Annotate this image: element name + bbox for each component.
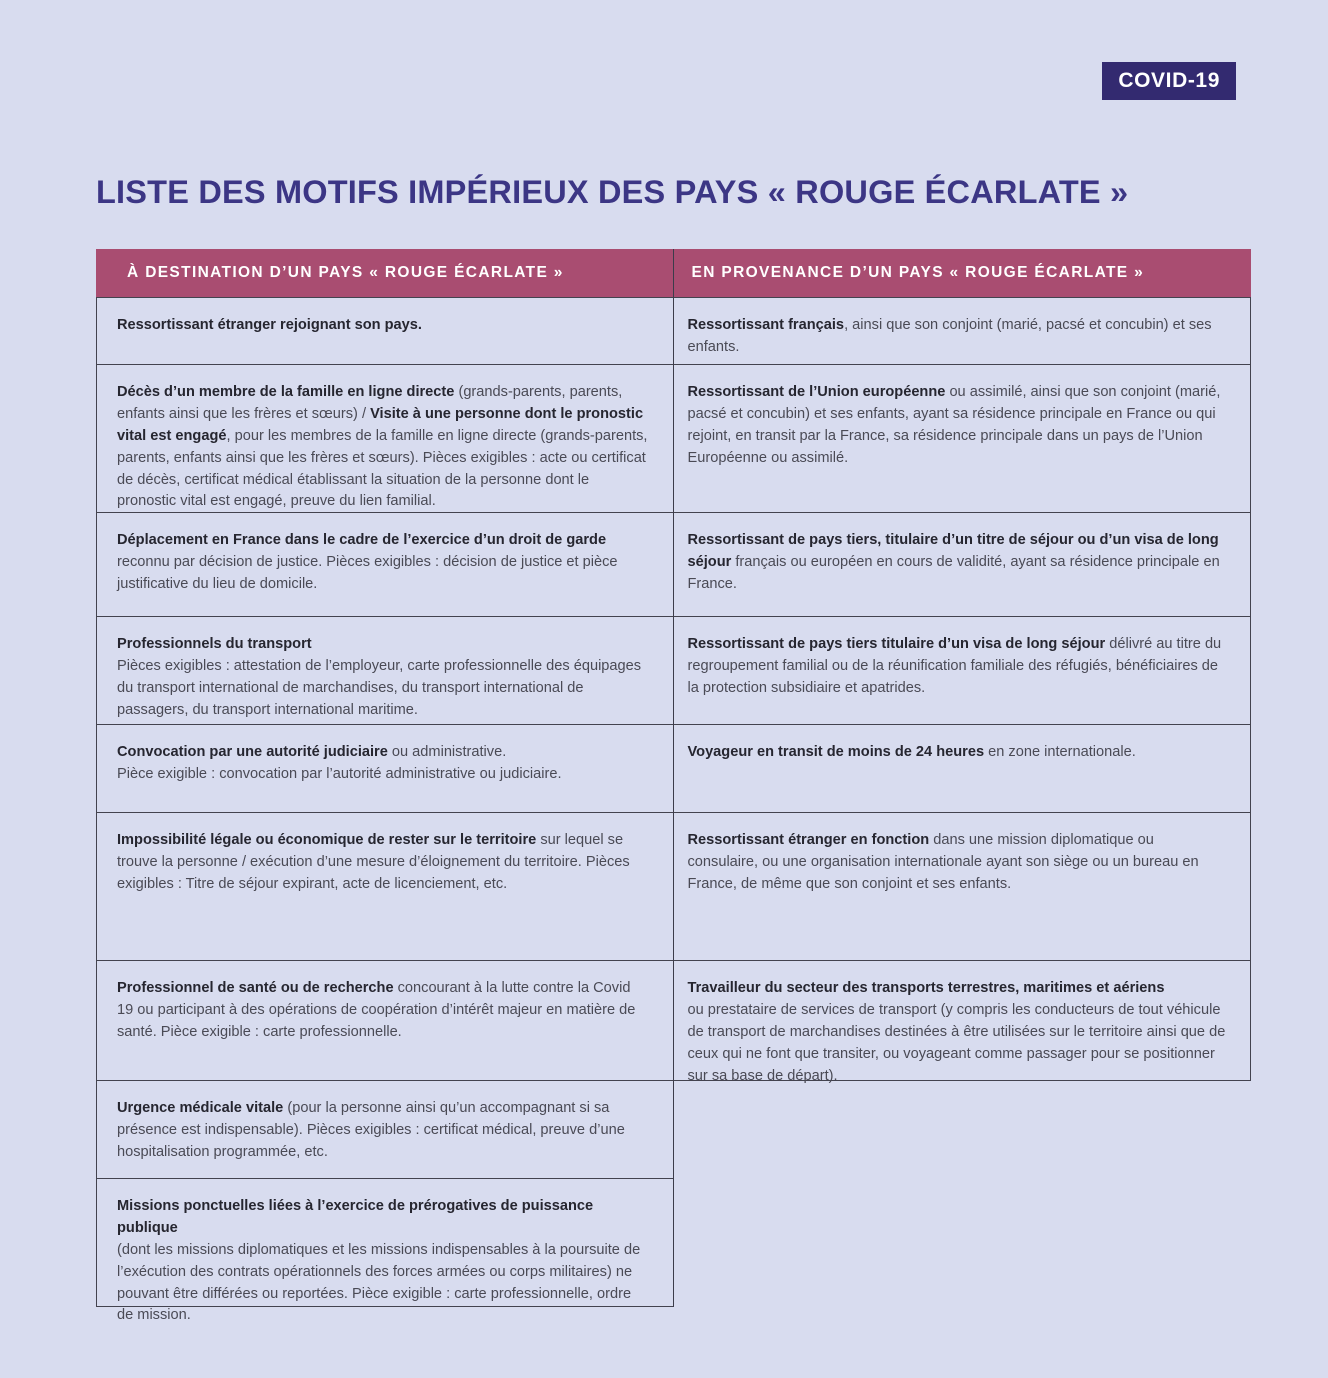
cell-text: (pour la personne ainsi qu’un accompagnant si sa présence est indispensable). Pièces exigibles : certificat médical, preuve d’une hospitalisation programmée, etc. [117,1100,625,1160]
table-cell [96,813,673,961]
table-cell [96,725,673,813]
table-cell [674,725,1252,813]
table-cell [96,1081,673,1179]
table-cell [674,513,1252,617]
table-cell [96,617,673,725]
cell-bold-text: Voyageur en transit de moins de 24 heures [687,744,985,760]
cell-paragraph [117,830,649,896]
cell-paragraph [117,1196,649,1240]
cell-bold-text: Ressortissant de l’Union européenne [687,384,946,400]
cell-paragraph [117,634,649,656]
cell-text: sur lequel se trouve la personne / exécution d’une mesure d’éloignement du territoire. Pièces exigibles : Titre de séjour expirant, acte de licenciement, etc. [117,832,630,892]
table-cell [96,365,673,513]
cell-bold-text: Ressortissant étranger en fonction [687,832,930,848]
cell-text: , ainsi que son conjoint (marié, pacsé et concubin) et ses enfants. [687,317,1212,355]
table-cell [674,961,1252,1084]
destination-cell-list [96,297,673,1324]
motifs-table [96,249,1251,1324]
cell-paragraph-secondary: Pièces exigibles : attestation de l’employeur, carte professionnelle des équipages du transport international de marchandises, du transport international de passagers, du transport international maritime. [117,657,642,718]
cell-paragraph-secondary: ou prestataire de services de transport (y compris les conducteurs de tout véhicule de transport de marchandises destinées à être utilisées sur le territoire ainsi que de ceux qui ne font que transiter, ou voyageant comme passager pour se positionner sur sa base de départ). [687,1001,1226,1084]
cell-text: dans une mission diplomatique ou consulaire, ou une organisation internationale ayant son siège ou un bureau en France, de même que son conjoint et ses enfants. [687,832,1199,892]
cell-text: (grands-parents, parents, enfants ainsi que les frères et sœurs) / [117,384,623,422]
cell-bold-text: Ressortissant de pays tiers titulaire d’un visa de long séjour [687,636,1106,652]
table-column-provenance [674,249,1252,1307]
cell-text: français ou européen en cours de validité, ayant sa résidence principale en France. [687,553,1220,592]
covid-19-badge: COVID-19 [1102,62,1236,100]
cell-bold-text: Visite à une personne dont le pronostic vital est engagé [117,405,644,444]
cell-paragraph [688,634,1227,700]
cell-paragraph-secondary: Pièce exigible : convocation par l’autorité administrative ou judiciaire. [117,765,562,782]
cell-paragraph [117,315,649,337]
table-column-destination [96,249,674,1324]
cell-bold-text: Professionnels du transport [117,636,312,652]
cell-paragraph [688,830,1227,896]
cell-text: reconnu par décision de justice. Pièces exigibles : décision de justice et pièce justificative du lieu de domicile. [117,553,618,592]
cell-bold-text: Ressortissant français [687,317,845,333]
badge-row [1102,62,1236,100]
provenance-cell-list [674,297,1252,1084]
cell-bold-text: Impossibilité légale ou économique de rester sur le territoire [117,832,537,848]
cell-paragraph-secondary: (dont les missions diplomatiques et les missions indispensables à la poursuite de l’exécution des contrats opérationnels des forces armées ou corps militaires) ne pouvant être différées ou reportées. Pièce exigible : carte professionnelle, ordre de mission. [117,1241,641,1324]
cell-text: ou assimilé, ainsi que son conjoint (marié, pacsé et concubin) et ses enfants, ayant sa résidence principale en France ou qui rejoint, en transit par la France, sa résidence principale dans un pays de l’Union Européenne ou assimilé. [687,384,1221,466]
cell-paragraph [117,1098,649,1164]
page-title: LISTE DES MOTIFS IMPÉRIEUX DES PAYS « ROUGE ÉCARLATE » [96,173,1129,210]
cell-paragraph [117,530,649,596]
cell-paragraph [688,742,1227,764]
column-header-destination: À DESTINATION D’UN PAYS « ROUGE ÉCARLATE » [96,249,673,297]
cell-paragraph [688,978,1227,1000]
table-cell [674,297,1252,365]
cell-paragraph [117,742,649,764]
table-cell [96,961,673,1081]
cell-bold-text: Travailleur du secteur des transports terrestres, maritimes et aériens [687,980,1165,996]
table-cell [674,365,1252,513]
cell-paragraph [688,382,1227,470]
cell-text: , pour les membres de la famille en ligne directe (grands-parents, parents, enfants ainsi que les frères et sœurs). Pièces exigibles : acte ou certificat de décès, certificat médical établissant la situation de la personne dont le pronostic vital est engagé, preuve du lien familial. [117,427,648,510]
column-header-provenance: EN PROVENANCE D’UN PAYS « ROUGE ÉCARLATE » [674,249,1252,297]
table-cell [96,297,673,365]
cell-bold-text: Décès d’un membre de la famille en ligne directe [117,384,455,400]
cell-bold-text: Professionnel de santé ou de recherche [117,980,394,996]
cell-paragraph [688,315,1227,359]
cell-bold-text: Ressortissant étranger rejoignant son pays. [117,317,422,333]
cell-text: en zone internationale. [984,744,1136,760]
cell-text: délivré au titre du regroupement familial ou de la réunification familiale des réfugiés, bénéficiaires de la protection subsidiaire et apatrides. [687,636,1222,696]
table-cell [96,1179,673,1324]
cell-paragraph [117,978,649,1044]
table-cell [674,617,1252,725]
cell-bold-text: Déplacement en France dans le cadre de l’exercice d’un droit de garde [117,532,607,548]
cell-text: concourant à la lutte contre la Covid 19 ou participant à des opérations de coopération d’intérêt majeur en matière de santé. Pièce exigible : carte professionnelle. [117,980,636,1040]
cell-bold-text: Convocation par une autorité judiciaire [117,744,388,760]
cell-bold-text: Ressortissant de pays tiers, titulaire d’un titre de séjour ou d’un visa de long séjour [687,532,1219,570]
table-cell [96,513,673,617]
cell-paragraph [688,530,1227,596]
cell-paragraph [117,382,649,513]
cell-bold-text: Urgence médicale vitale [117,1100,284,1116]
table-cell [674,813,1252,961]
cell-text: ou administrative. [387,744,507,760]
cell-bold-text: Missions ponctuelles liées à l’exercice de prérogatives de puissance publique [117,1198,594,1236]
